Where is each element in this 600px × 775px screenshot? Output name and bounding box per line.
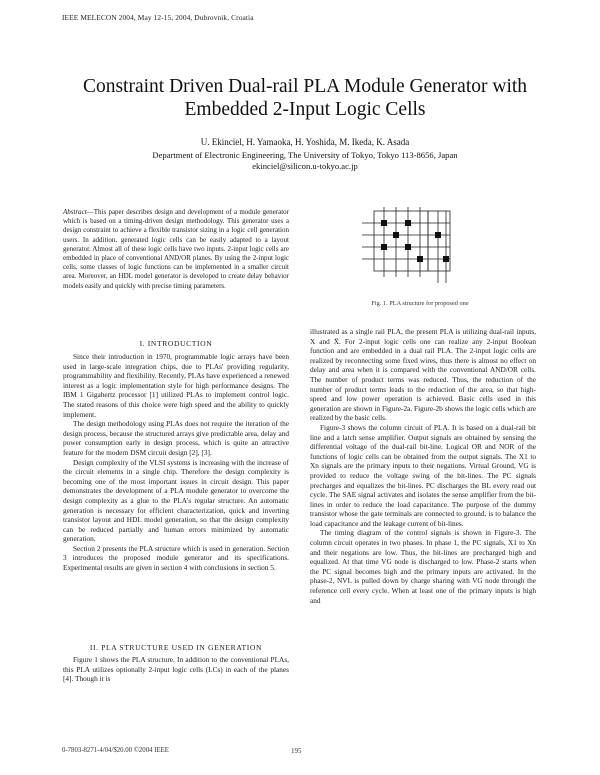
paper-title: Constraint Driven Dual-rail PLA Module Generator with Embedded 2-Input Logic Cells <box>82 76 528 120</box>
logic-cell <box>417 256 423 262</box>
affiliation: Department of Electronic Engineering, The University of Tokyo, Tokyo 113-8656, Japan <box>152 150 458 160</box>
paragraph: Figure-3 shows the column circuit of PLA. It is based on a dual-rail bit line and a latch sense amplifier. Output signals are obtained by sensing the differential voltage of the dual-rail bit-line. Logical OR and NOR of the functions of logic cells can be obtained from the output signals. The X1 to Xn signals are the primary inputs to their negations. Virtual Ground, VG is provided to reduce the voltage swing of the bit-lines. The PC signals precharges and equalizes the bit-lines. PC discharges the BL every read out cycle. The SAE signal activates and isolates the sense amplifier from the bit-lines in order to reduce the load capacitance. The purpose of the dummy transistor whose the gate terminals are connected to ground, is to balance the load capacitance and the leakage current of bit-lines. <box>310 422 536 528</box>
introduction-text <box>63 352 289 573</box>
affiliation-block <box>40 150 570 172</box>
pla-structure-text <box>63 655 289 684</box>
page-number: 195 <box>291 747 302 755</box>
logic-cell <box>393 232 399 238</box>
abstract-body: —This paper describes design and development of a module generator which is based on a timing-driven design methodology. This generator uses a design constraint to achieve a flexible transistor sizing in a logic cell generation users. In addition, generated logic cells can be easily adapted to a layout generator. Almost all of these logic cells have two inputs. 2-input logic cells are embedded in place of conventional AND/OR planes. By using the 2-input logic cells, some classes of logic functions can be implemented in a smaller circuit area. Moreover, an HDL model generator is developed to create delay behavior models easily and quickly with precise timing parameters. <box>63 208 289 290</box>
logic-cell <box>435 232 441 238</box>
abstract-lead: Abstract <box>63 208 87 216</box>
paragraph: The design methodology using PLAs does not require the iteration of the design process, because the structured arrays give predictable area, delay and power consumption early in design process, which is quite an attractive feature for the modern DSM circuit design [2], [3]. <box>63 419 289 457</box>
conference-header: IEEE MELECON 2004, May 12-15, 2004, Dubrovnik, Croatia <box>62 13 254 22</box>
right-column-text <box>310 327 536 605</box>
pla-structure-figure <box>356 205 466 293</box>
paragraph: Design complexity of the VLSI systems is increasing with the increase of the circuit elements in a single chip. Therefore the design complexity is becoming one of the most important issues in circuit design. This paper demonstrates the development of a PLA module generator to overcome the design complexity as a glue to the PLA's regular structure. An automatic generation is necessary for efficient characterization, quick and inverting transistor layout and HDL model generation, so that the design complexity can be reduced partially and human errors minimized by automatic generation. <box>63 457 289 544</box>
paragraph: Figure 1 shows the PLA structure. In addition to the conventional PLAs, this PLA utilizes optionally 2-input logic cells (LCs) in each of the planes [4]. Though it is <box>63 655 289 684</box>
section-heading-introduction: I. INTRODUCTION <box>139 339 213 348</box>
paragraph: Since their introduction in 1970, programmable logic arrays have been used in large-scale integration chips, due to PLAs' providing regularity, programmability and flexibility. Recently, PLAs have experienced a renewed interest as a logic implementation style for high performance designs. The IBM 1 Gigahertz processor [1] utilized PLAs to implement control logic. The stated reasons of this choice were high speed and the ability to quickly implement. <box>63 352 289 419</box>
copyright-code: 0-7803-8271-4/04/$20.00 ©2004 IEEE <box>62 747 169 754</box>
email: ekinciel@silicon.u-tokyo.ac.jp <box>252 161 358 171</box>
section-heading-pla-structure: II. PLA STRUCTURE USED IN GENERATION <box>89 643 263 652</box>
abstract <box>63 208 289 291</box>
paragraph: illustrated as a single rail PLA, the present PLA is utilizing dual-rail inputs, X and X̄. For 2-input logic cells one can realize any 2-input Boolean function and are embedded in a dual rail PLA. The 2-input logic cells are realized by reconnecting some fixed wires, thus there is almost no effect on delay and area when it is compared with the conventional AND/OR cells. The number of product terms was reduced. Thus, the reduction of the number of product terms leads to the reduction of the area, so that high-speed and low power operation is achieved. Basic cells used in this generation are shown in Figure-2a. Figure-2b shows the logic cells which are realized by the basic cells. <box>310 327 536 423</box>
figure-caption: Fig. 1. PLA structure for proposed one <box>371 300 469 307</box>
logic-cell <box>405 244 411 250</box>
logic-cell <box>443 256 449 262</box>
paragraph: The timing diagram of the control signals is shown in Figure-3. The column circuit operates in two phases. In phase 1, the PC signals, X1 to Xn and their negations are low. Thus, the bit-lines are precharged high and equalized. At that time VG node is discharged to low. Phase-2 starts when the PC signal becomes high and the primary inputs are activated. In the phase-2, NVL is pulled down by charge sharing with VG node through the reference cell every cycle. When at least one of the primary inputs is high and <box>310 528 536 605</box>
paragraph: Section 2 presents the PLA structure which is used in generation. Section 3 introduces the proposed module generator and its specifications. Experimental results are given in section 4 with conclusions in section 5. <box>63 543 289 573</box>
author-list: U. Ekinciel, H. Yamaoka, H. Yoshida, M. Ikeda, K. Asada <box>200 137 410 147</box>
logic-cell <box>381 244 387 250</box>
logic-cell <box>381 220 387 226</box>
logic-cell <box>405 220 411 226</box>
